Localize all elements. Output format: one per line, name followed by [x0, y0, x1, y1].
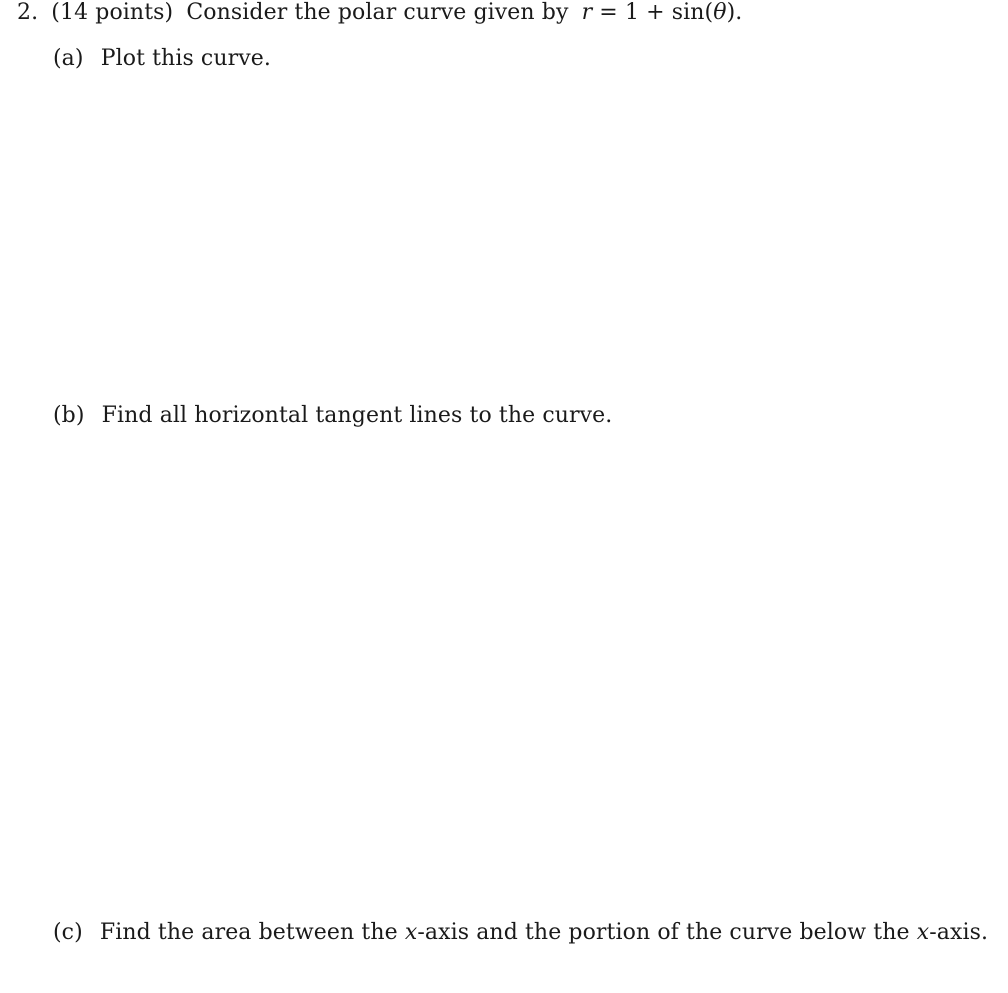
part-a-label: (a) [53, 46, 84, 71]
part-a-text: Plot this curve. [100, 46, 271, 71]
equation-close: ). [726, 0, 743, 25]
part-c-text-1: Find the area between the [99, 920, 405, 945]
variable-x: x [404, 920, 418, 945]
part-b [53, 403, 612, 429]
part-a-answer-space[interactable] [53, 80, 953, 390]
part-b-text: Find all horizontal tangent lines to the curve. [101, 403, 613, 428]
question-number: 2. [17, 0, 39, 25]
equation-rhs: = 1 + sin( [592, 0, 714, 25]
part-a [53, 46, 271, 72]
part-b-answer-space[interactable] [53, 437, 953, 907]
equation-variable-theta: θ [713, 0, 727, 25]
part-b-label: (b) [53, 403, 85, 428]
part-c-label: (c) [53, 920, 83, 945]
question-header [17, 0, 742, 26]
part-c-text-3: -axis. [929, 920, 989, 945]
question-points: (14 points) [51, 0, 174, 25]
variable-x: x [916, 920, 930, 945]
equation-variable-r: r [581, 0, 593, 25]
part-c [53, 920, 988, 946]
question-prompt: Consider the polar curve given by [186, 0, 569, 25]
part-c-text-2: -axis and the portion of the curve below the [417, 920, 917, 945]
